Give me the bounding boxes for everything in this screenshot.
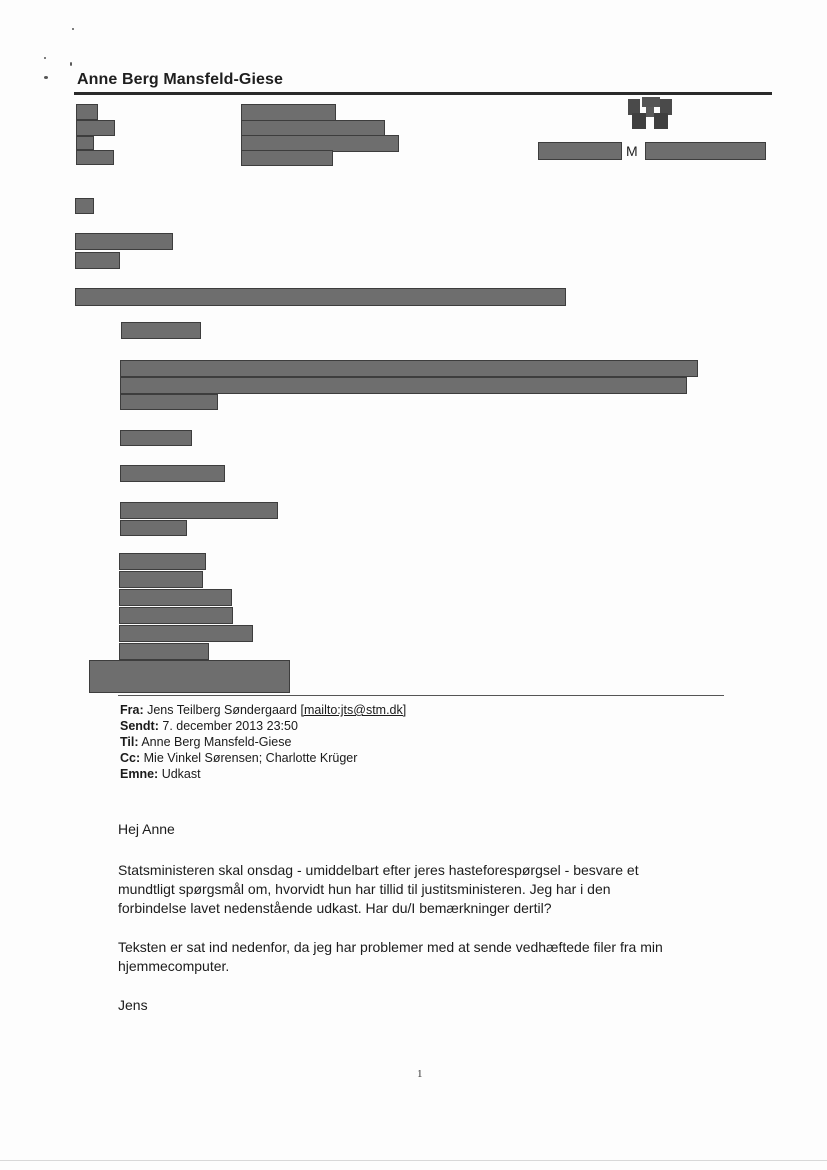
- email-paragraph-2: Teksten er sat ind nedenfor, da jeg har problemer med at sende vedhæftede filer fra min hjemmecomputer.: [118, 939, 663, 974]
- redaction-block: [119, 553, 206, 570]
- email-from-label: Fra:: [120, 703, 144, 717]
- redaction-block: [75, 288, 566, 306]
- email-from-row: [120, 702, 406, 718]
- email-greeting: Hej Anne: [118, 821, 175, 837]
- redaction-block: [119, 589, 232, 606]
- scan-speck: [44, 57, 46, 59]
- email-cc-label: Cc:: [120, 751, 141, 765]
- page-number: 1: [417, 1068, 423, 1080]
- redaction-block: [121, 322, 201, 339]
- document-header-name: Anne Berg Mansfeld-Giese: [77, 71, 284, 88]
- logo-letter: M: [626, 143, 638, 159]
- redaction-block: [119, 571, 203, 588]
- redaction-block: [75, 233, 173, 250]
- email-sent-value: 7. december 2013 23:50: [162, 719, 298, 733]
- email-to-label: Til:: [120, 735, 139, 749]
- redaction-block: [76, 120, 115, 136]
- crest-logo-icon: [628, 97, 674, 131]
- email-subject-row: [120, 766, 406, 782]
- redaction-block: [76, 104, 98, 120]
- email-signoff: Jens: [118, 997, 148, 1013]
- header-divider: [74, 92, 772, 95]
- redaction-block: [120, 465, 225, 482]
- redaction-block: [120, 520, 187, 536]
- email-from-value: Jens Teilberg Søndergaard: [147, 703, 297, 717]
- email-header-divider: [118, 695, 724, 696]
- email-subject-value: Udkast: [161, 767, 201, 781]
- redaction-block: [76, 136, 94, 150]
- scan-speck: [70, 62, 72, 66]
- redaction-block: [119, 607, 233, 624]
- scan-edge-line: [0, 1160, 827, 1161]
- redaction-block: [119, 625, 253, 642]
- email-to-value: Anne Berg Mansfeld-Giese: [141, 735, 292, 749]
- redaction-block: [241, 120, 385, 136]
- scan-speck: [44, 76, 48, 79]
- email-cc-value: Mie Vinkel Sørensen; Charlotte Krüger: [143, 751, 358, 765]
- redaction-block: [119, 643, 209, 660]
- email-sent-row: [120, 718, 406, 734]
- email-from-link[interactable]: [mailto:jts@stm.dk]: [300, 703, 407, 717]
- email-header: [120, 702, 406, 782]
- redaction-block: [75, 198, 94, 214]
- email-to-row: [120, 734, 406, 750]
- redaction-block: [120, 394, 218, 410]
- redaction-block: [75, 252, 120, 269]
- redaction-block: [241, 150, 333, 166]
- redaction-block: [645, 142, 766, 160]
- redaction-block: [76, 150, 114, 165]
- redaction-block: [89, 660, 290, 693]
- email-subject-label: Emne:: [120, 767, 159, 781]
- scan-speck: [72, 28, 74, 30]
- email-paragraph-1: Statsministeren skal onsdag - umiddelbart efter jeres hasteforespørgsel - besvare et mundtligt spørgsmål om, hvorvidt hun har tillid til justitsministeren. Jeg har i den forbindelse lavet nedenstående udkast. Har du/I bemærkninger dertil?: [118, 862, 639, 916]
- redaction-block: [120, 502, 278, 519]
- redaction-block: [120, 377, 687, 394]
- email-cc-row: [120, 750, 406, 766]
- redaction-block: [538, 142, 622, 160]
- email-sent-label: Sendt:: [120, 719, 159, 733]
- redaction-block: [120, 430, 192, 446]
- redaction-block: [120, 360, 698, 377]
